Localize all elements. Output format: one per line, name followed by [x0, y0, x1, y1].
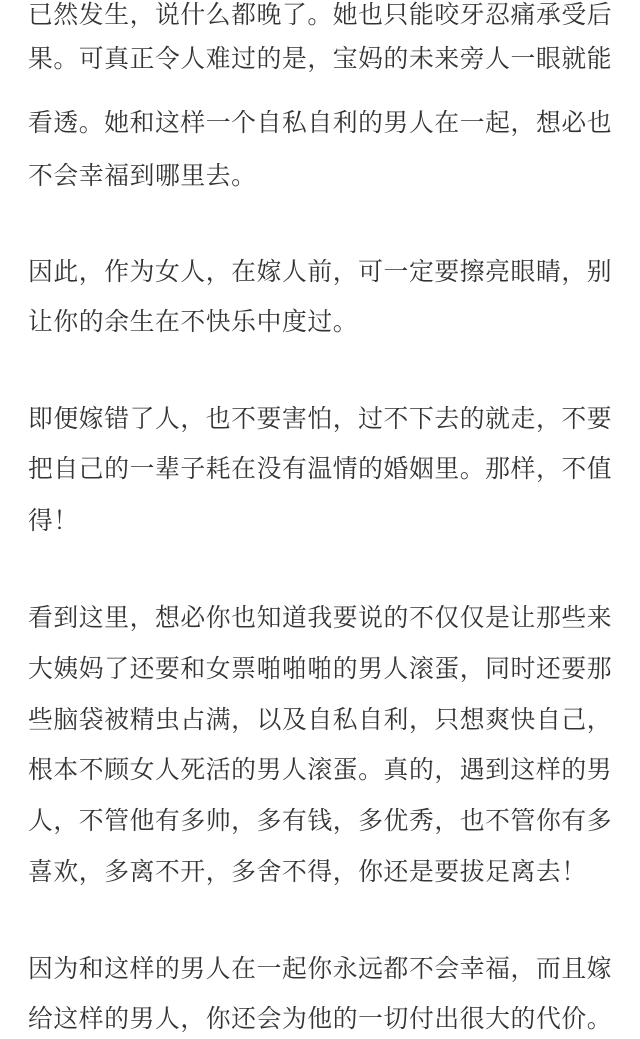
paragraph-1-line-4: 不会幸福到哪里去。	[28, 161, 257, 190]
paragraph-4-line-3: 些脑袋被精虫占满，以及自私自利，只想爽快自己，	[28, 705, 613, 734]
paragraph-1-line-3: 看透。她和这样一个自私自利的男人在一起，想必也	[28, 108, 613, 137]
paragraph-3-line-1: 即便嫁错了人，也不要害怕，过不下去的就走，不要	[28, 404, 613, 433]
paragraph-3-line-3: 得！	[28, 506, 79, 535]
paragraph-4-line-4: 根本不顾女人死活的男人滚蛋。真的，遇到这样的男	[28, 755, 613, 784]
paragraph-2-line-1: 因此，作为女人，在嫁人前，可一定要擦亮眼睛，别	[28, 257, 613, 286]
paragraph-4-line-2: 大姨妈了还要和女票啪啪啪的男人滚蛋，同时还要那	[28, 654, 613, 683]
paragraph-4-line-1: 看到这里，想必你也知道我要说的不仅仅是让那些来	[28, 603, 613, 632]
paragraph-2-line-2: 让你的余生在不快乐中度过。	[28, 307, 359, 336]
paragraph-5-line-1: 因为和这样的男人在一起你永远都不会幸福，而且嫁	[28, 954, 613, 983]
paragraph-5-line-2: 给这样的男人，你还会为他的一切付出很大的代价。	[28, 1004, 613, 1033]
paragraph-4-line-6: 喜欢，多离不开，多舍不得，你还是要拔足离去！	[28, 857, 587, 886]
paragraph-4-line-5: 人，不管他有多帅，多有钱，多优秀，也不管你有多	[28, 806, 613, 835]
paragraph-1-line-2: 果。可真正令人难过的是，宝妈的未来旁人一眼就能	[28, 44, 613, 73]
paragraph-1-line-1: 已然发生，说什么都晚了。她也只能咬牙忍痛承受后	[28, 0, 613, 29]
paragraph-3-line-2: 把自己的一辈子耗在没有温情的婚姻里。那样，不值	[28, 454, 613, 483]
